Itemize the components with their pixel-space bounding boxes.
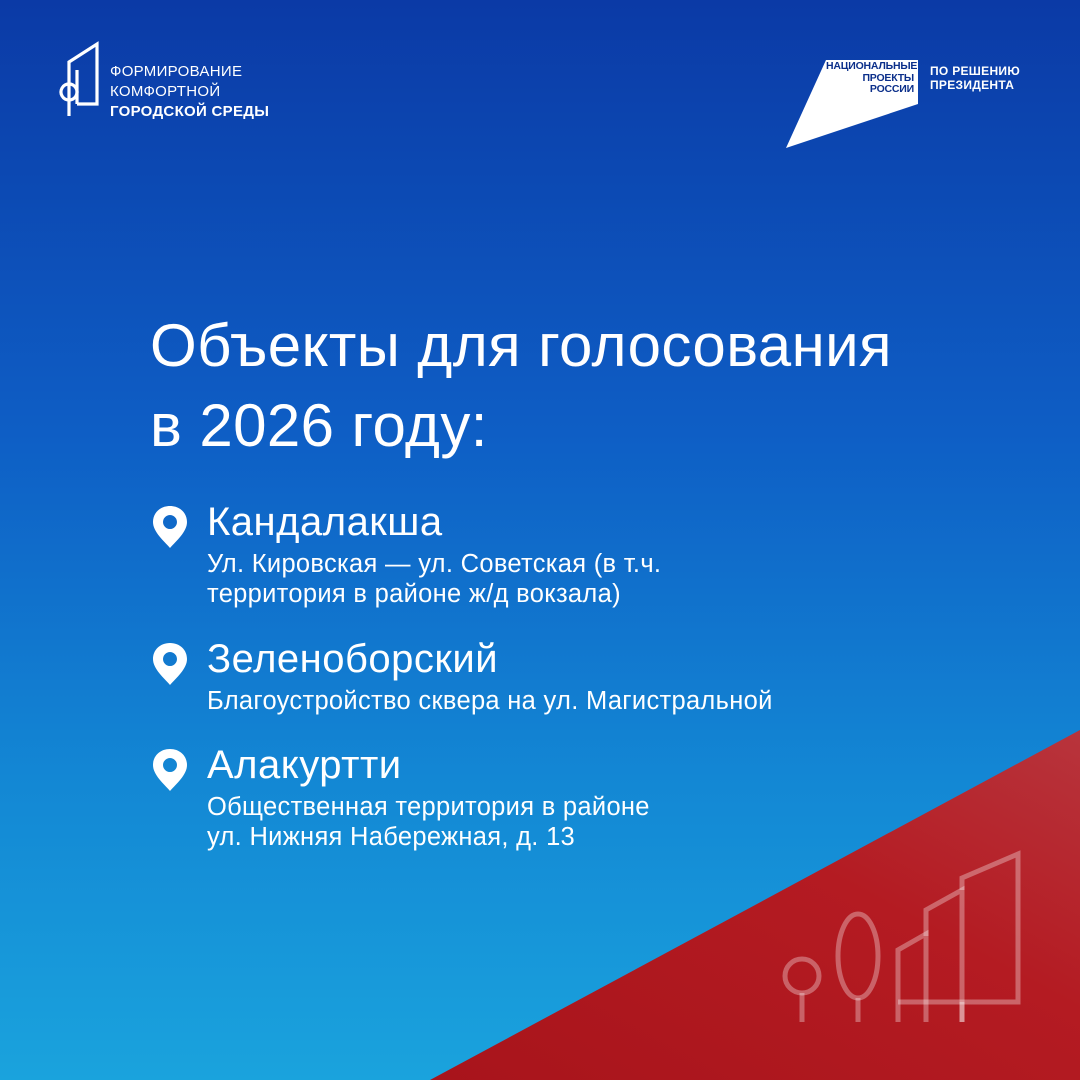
city-buildings-trees-icon xyxy=(780,850,1030,1030)
title-line1: Объекты для голосования xyxy=(150,312,892,379)
location-description xyxy=(207,686,773,716)
location-name: Алакуртти xyxy=(207,743,402,787)
comfortable-city-logo-icon xyxy=(57,40,101,120)
location-pin-icon xyxy=(152,749,188,791)
location-description xyxy=(207,549,661,609)
national-projects-text xyxy=(826,60,918,96)
location-description-line1: Благоустройство сквера на ул. Магистральной xyxy=(207,687,773,715)
brand-left-text xyxy=(110,62,269,122)
location-description-line1: Ул. Кировская — ул. Советская (в т.ч. xyxy=(207,550,662,578)
national-projects-line3: РОССИИ xyxy=(869,83,914,95)
location-description-line1: Общественная территория в районе xyxy=(207,793,650,821)
brand-left-line3: ГОРОДСКОЙ СРЕДЫ xyxy=(110,103,270,120)
national-projects-line2: ПРОЕКТЫ xyxy=(862,71,914,84)
decision-line2: ПРЕЗИДЕНТА xyxy=(930,78,1015,92)
national-projects-line1: НАЦИОНАЛЬНЫЕ xyxy=(826,60,918,72)
location-description-line2: территория в районе ж/д вокзала) xyxy=(207,580,621,608)
brand-left-line2: КОМФОРТНОЙ xyxy=(110,83,221,100)
decision-line1: ПО РЕШЕНИЮ xyxy=(930,64,1021,78)
location-description xyxy=(207,792,650,852)
brand-left xyxy=(57,40,317,130)
title-line2: в 2026 году: xyxy=(150,392,488,459)
brand-left-line1: ФОРМИРОВАНИЕ xyxy=(110,63,243,80)
page-title xyxy=(150,306,1010,466)
location-pin-icon xyxy=(152,506,188,548)
location-name: Зеленоборский xyxy=(207,637,499,681)
brand-right xyxy=(786,60,1046,152)
location-pin-icon xyxy=(152,643,188,685)
presidential-decision-text xyxy=(930,64,1020,92)
location-name: Кандалакша xyxy=(207,500,443,544)
location-description-line2: ул. Нижняя Набережная, д. 13 xyxy=(207,823,576,851)
